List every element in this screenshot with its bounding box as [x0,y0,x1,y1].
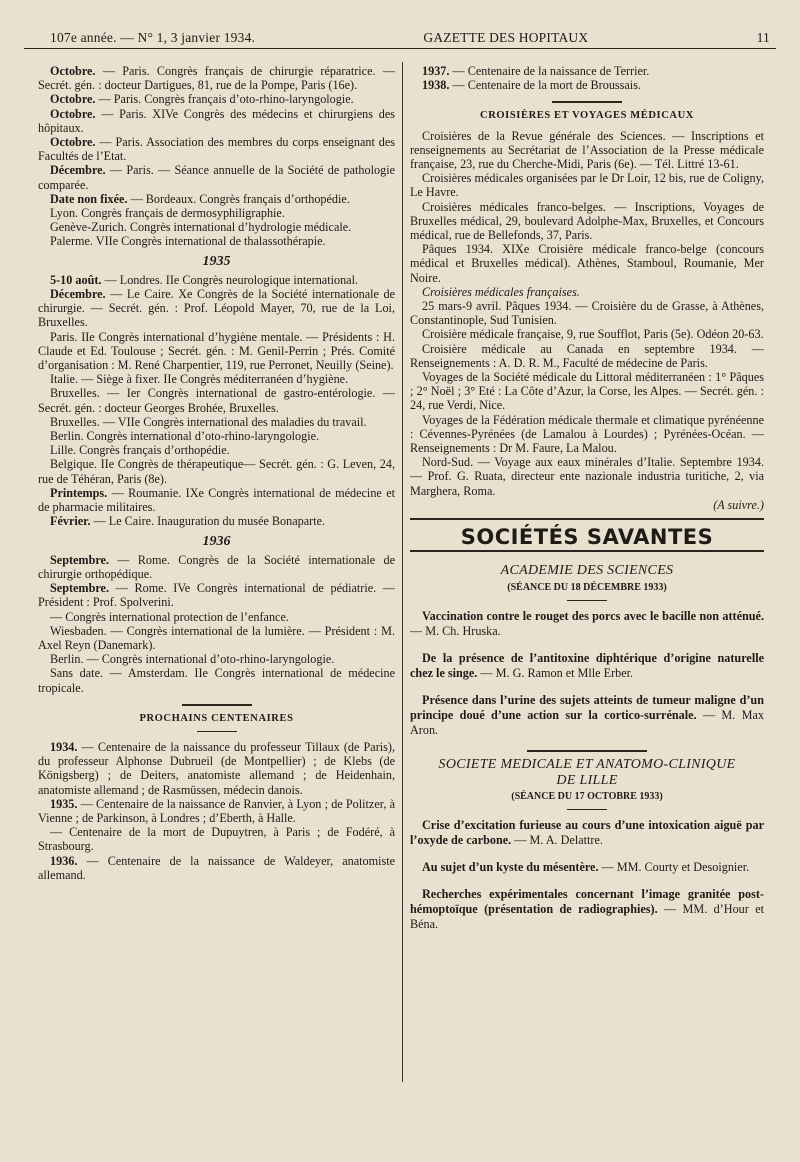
list-item: Présence dans l’urine des sujets atteints de tumeur maligne d’un principe doué d’une action sur la cortico-surrénale. — M. Max Aron. [410,692,764,737]
list-item: Au sujet d’un kyste du mésentère. — MM. Courty et Desoignier. [422,860,750,875]
list-item: Septembre. — Rome. IVe Congrès international de pédiatrie. — Président : Prof. Spolverini. [38,581,395,610]
list-item: Belgique. IIe Congrès de thérapeutique— Secrét. gén. : G. Leven, 24, rue de Téhéran, Paris (8e). [38,457,395,486]
list-item: De la présence de l’antitoxine diphtérique d’origine naturelle chez le singe. — M. G. Ramon et Mlle Erber. [410,650,764,680]
list-item: Pâques 1934. XIXe Croisière médicale franco-belge (concours médical et Bruxelles médical). Athènes, Stamboul, Roumanie, Mer Noire. [410,242,764,285]
list-item: Genève-Zurich. Congrès international d’hydrologie médicale. [50,220,352,235]
section-divider [552,101,622,103]
congress-list-1934 [38,64,395,249]
list-item: Croisières médicales franco-belges. — Inscriptions, Voyages de Bruxelles médical, 29, boulevard Adolphe-Max, Bruxelles, et Concours médical, rue de Bellefonds, 37, Paris. [410,199,764,243]
year-heading-1936: 1936 [202,533,231,549]
journal-title: GAZETTE DES HOPITAUX [423,30,589,45]
list-item: Décembre. — Le Caire. Xe Congrès de la Société internationale de chirurgie. — Secrét. gén. : Prof. Léopold Mayer, 70, rue de la Loi, Bruxelles. [38,287,395,330]
year-heading-1935: 1935 [202,253,231,269]
list-item: 1935. — Centenaire de la naissance de Ranvier, à Lyon ; de Politzer, à Vienne ; de Parkinson, à Londres ; d’Eberth, à Halle. [38,796,395,825]
to-be-continued: (A suivre.) [713,497,764,512]
lille-session-date: (SÉANCE DU 17 OCTOBRE 1933) [511,791,663,803]
section-divider [182,704,252,706]
list-item: Sans date. — Amsterdam. IIe Congrès international de médecine tropicale. [38,666,395,695]
lille-society-subtitle: DE LILLE [556,772,618,788]
centenaires-list [38,740,395,882]
list-item: Bruxelles. — VIIe Congrès international des maladies du travail. [50,414,367,429]
list-item: Recherches expérimentales concernant l’image granitée post-hémoptoïque (présentation de radiographies). — MM. d’Hour et Béna. [410,887,765,932]
issue-info: 107e année. — N° 1, 3 janvier 1934. [50,30,256,45]
list-item: Voyages de la Société médicale du Littoral méditerranéen : 1° Pâques ; 2° Noël ; 3° Eté : La Côte d’Azur, la Corse, les Alpes. — Secrét. gén. : 24, rue Verdi, Nice. [410,370,764,413]
list-item: — Centenaire de la mort de Dupuytren, à Paris ; de Fodéré, à Strasbourg. [38,825,395,854]
list-item: Croisière médicale française, 9, rue Soufflot, Paris (5e). Odéon 20-63. [422,327,764,342]
centenaires-heading: PROCHAINS CENTENAIRES [139,712,294,724]
list-item: Voyages de la Fédération médicale thermale et climatique pyrénéenne : Cévennes-Pyrénées (de Lamalou à Lourdes) ; Pyrénées-Océan. — Renseignements : Dr M. Faure, La Malou. [410,412,764,456]
left-column [38,64,395,882]
list-item: 1938. — Centenaire de la mort de Broussais. [422,78,641,93]
congress-list-1936 [38,553,395,695]
list-item: Date non fixée. — Bordeaux. Congrès français d’orthopédie. [50,191,350,206]
list-item: 1936. — Centenaire de la naissance de Waldeyer, anatomiste allemand. [38,853,395,882]
section-divider [410,518,764,520]
list-item: Croisières médicales organisées par le Dr Loir, 12 bis, rue de Coligny, Le Havre. [410,171,764,200]
section-divider [410,550,764,552]
list-item: Palerme. VIIe Congrès international de thalassothérapie. [50,234,326,249]
lille-entries [410,818,764,932]
heading-underline [567,600,607,601]
congress-list-1935 [38,273,395,529]
list-item: Paris. IIe Congrès international d’hygiène mentale. — Présidents : H. Claude et Ed. Toulouse ; Secrét. gén. : M. Genil-Perrin ; Prés. Comité d’organisation : M. René Charpentier, 119, rue Perronet, Neuilly (Seine). [38,329,395,373]
header-rule [24,48,776,49]
list-item: Vaccination contre le rouget des porcs avec le bacille non atténué. — M. Ch. Hruska. [410,608,764,638]
list-item: Croisière médicale au Canada en septembre 1934. — Renseignements : A. D. R. M., Faculté de médecine de Paris. [410,341,764,370]
list-item: 1937. — Centenaire de la naissance de Terrier. [422,64,650,78]
list-item: Berlin. Congrès international d’oto-rhino-laryngologie. [50,429,320,444]
list-item: Italie. — Siège à fixer. IIe Congrès méditerranéen d’hygiène. [50,372,349,387]
list-item: Décembre. — Paris. — Séance annuelle de la Société de pathologie comparée. [38,163,395,192]
heading-underline [567,809,607,810]
right-column [410,64,764,944]
list-item: Octobre. — Paris. Association des membres du corps enseignant des Facultés de l’Etat. [38,135,395,164]
list-item: Wiesbaden. — Congrès international de la lumière. — Président : M. Axel Reyn (Danemark). [38,623,395,652]
societes-savantes-title: SOCIÉTÉS SAVANTES [460,525,714,550]
lille-society-title: SOCIETE MEDICALE ET ANATOMO-CLINIQUE [438,756,736,772]
list-item: Octobre. — Paris. XIVe Congrès des médecins et chirurgiens des hôpitaux. [38,106,395,135]
list-item: 1934. — Centenaire de la naissance du professeur Tillaux (de Paris), du professeur Alphonse Dubrueil (de Montpellier) ; de Klebs (de Königsberg) ; de Deiters, anatomiste allemand ; de Heidenhain, anatomiste allemand ; de Rasmüssen, médecin danois. [38,739,395,797]
croisieres-list [410,129,764,512]
list-item: Bruxelles. — Ier Congrès international de gastro-entérologie. — Secrét. gén. : docteur Georges Brohée, Bruxelles. [38,386,395,415]
list-item: Octobre. — Paris. Congrès français d’oto-rhino-laryngologie. [50,92,354,107]
list-item: Berlin. — Congrès international d’oto-rhino-laryngologie. [50,652,335,667]
page-number: 11 [756,30,770,45]
list-item: Septembre. — Rome. Congrès de la Société internationale de chirurgie orthopédique. [38,552,395,581]
list-item: Printemps. — Roumanie. IXe Congrès international de médecine et de pharmacie militaires. [38,485,395,515]
list-item: Crise d’excitation furieuse au cours d’une intoxication aiguë par l’oxyde de carbone. — M. A. Delattre. [410,818,764,848]
list-item: Lille. Congrès français d’orthopédie. [50,443,230,458]
list-item: Octobre. — Paris. Congrès français de chirurgie réparatrice. — Secrét. gén. : docteur Dartigues, 81, rue de la Pompe, Paris (16e). [38,64,395,93]
academie-entries [410,609,764,738]
heading-underline [197,731,237,732]
list-item: Croisières médicales françaises. [422,284,580,299]
academie-session-date: (SÉANCE DU 18 DÉCEMBRE 1933) [507,581,667,593]
academie-title: ACADEMIE DES SCIENCES [500,563,674,579]
list-item: Lyon. Congrès français de dermosyphiligraphie. [50,206,285,221]
list-item: 25 mars-9 avril. Pâques 1934. — Croisière du de Grasse, à Athènes, Constantinople, Sud Tunisien. [410,299,764,328]
list-item: — Congrès international protection de l’enfance. [50,609,289,624]
page-header [50,26,770,50]
section-divider [527,750,647,752]
centenaires-list-continued [410,64,764,92]
list-item: Nord-Sud. — Voyage aux eaux minérales d’Italie. Septembre 1934. — Prof. G. Ruata, directeur ente nazionale industria turitiche, 2, via Marghera, Roma. [410,455,764,498]
list-item: Février. — Le Caire. Inauguration du musée Bonaparte. [50,514,326,529]
list-item: 5-10 août. — Londres. IIe Congrès neurologique international. [50,272,359,287]
list-item: Croisières de la Revue générale des Sciences. — Inscriptions et renseignements au Secrétariat de l’Association de la Presse médicale française, 23, rue du Cherche-Midi, Paris (6e). — Tél. Littré 13-61. [410,128,764,172]
column-divider [402,62,403,1082]
croisieres-heading: CROISIÈRES ET VOYAGES MÉDICAUX [480,110,694,122]
